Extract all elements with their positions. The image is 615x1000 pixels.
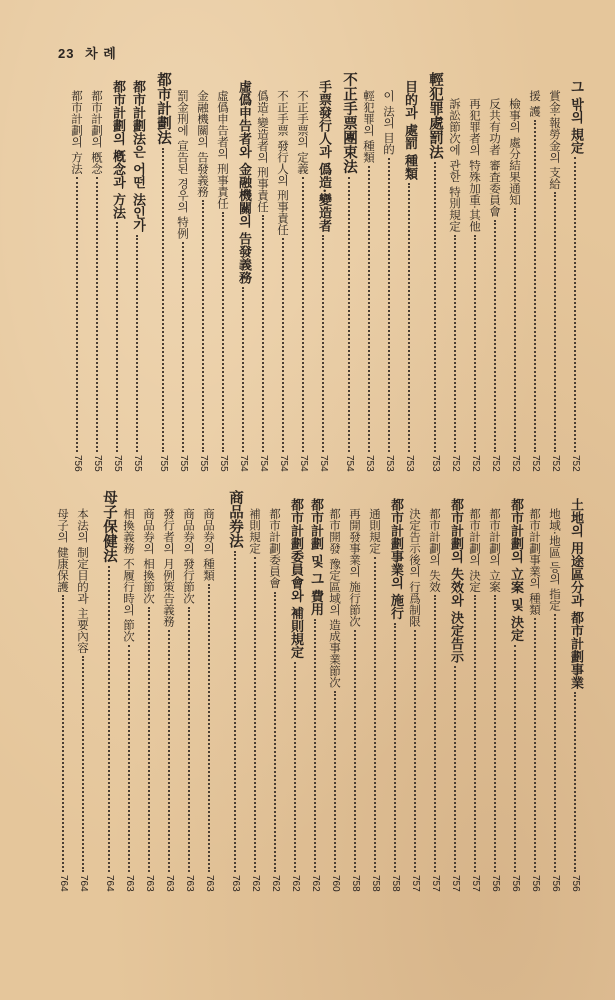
toc-entry-title: 都市計劃의 立案 및 決定 <box>508 498 523 642</box>
toc-entry <box>545 72 565 472</box>
toc-entry-page: 756 <box>530 875 541 892</box>
toc-entry-page: 757 <box>470 875 481 892</box>
toc-entry-page: 752 <box>510 455 521 472</box>
toc-entry <box>285 490 305 892</box>
toc-entry <box>99 490 119 892</box>
toc-entry <box>253 72 273 472</box>
toc-entry-page: 753 <box>384 455 395 472</box>
toc-entry-page: 755 <box>218 455 229 472</box>
toc-entry-title: 地域·地區 등의 指定 <box>548 508 562 611</box>
toc-entry-page: 756 <box>550 875 561 892</box>
toc-entry-page: 762 <box>270 875 281 892</box>
leader-dots <box>208 584 210 873</box>
toc-entry <box>293 72 313 472</box>
toc-entry-title: 土地의 用途區分과 都市計劃事業 <box>568 498 583 690</box>
toc-entry-page: 763 <box>164 875 175 892</box>
toc-entry-page: 752 <box>530 455 541 472</box>
toc-entry-title: 그 밖의 規定 <box>568 80 583 155</box>
toc-entry-page: 763 <box>144 875 155 892</box>
toc-entry-page: 755 <box>198 455 209 472</box>
leader-dots <box>136 235 138 452</box>
toc-entry-title: 都市計劃의 槪念 <box>90 90 104 175</box>
toc-entry-page: 760 <box>330 875 341 892</box>
leader-dots <box>254 557 256 872</box>
toc-entry <box>505 490 525 892</box>
toc-entry-title: 發行者의 月例策告義務 <box>162 508 176 627</box>
toc-entry-page: 753 <box>404 455 415 472</box>
leader-dots <box>274 592 276 873</box>
toc-entry <box>505 72 525 472</box>
toc-entry-title: 不正手票의 定義 <box>296 90 310 175</box>
toc-entry-page: 754 <box>238 455 249 472</box>
toc-entry <box>119 490 139 892</box>
toc-entry <box>465 72 485 472</box>
toc-entry <box>465 490 485 892</box>
toc-entry <box>225 490 245 892</box>
toc-entry-title: 都市計劃委員會 <box>268 508 282 589</box>
toc-entry-page: 752 <box>470 455 481 472</box>
toc-entry-title: 訴訟節次에 관한 特別規定 <box>448 98 462 232</box>
leader-dots <box>302 177 304 452</box>
leader-dots <box>534 120 536 453</box>
toc-entry <box>67 72 87 472</box>
leader-dots <box>574 157 576 452</box>
toc-entry <box>273 72 293 472</box>
toc-entry <box>87 72 107 472</box>
leader-dots <box>234 551 236 872</box>
toc-entry <box>127 72 147 472</box>
toc-entry-title: 再犯罪者의 特殊加重·其他 <box>468 98 482 232</box>
leader-dots <box>162 148 164 453</box>
toc-entry-page: 754 <box>258 455 269 472</box>
leader-dots <box>168 630 170 873</box>
leader-dots <box>454 666 456 872</box>
leader-dots <box>434 162 436 452</box>
toc-entry <box>313 72 333 472</box>
toc-entry-page: 752 <box>570 455 581 472</box>
page-header <box>58 43 117 62</box>
leader-dots <box>574 692 576 872</box>
toc-entry-title: 輕犯罪의 種類 <box>362 90 376 163</box>
leader-dots <box>242 287 244 452</box>
toc-entry-page: 754 <box>344 455 355 472</box>
leader-dots <box>96 177 98 452</box>
leader-dots <box>322 235 324 452</box>
leader-dots <box>354 630 356 873</box>
toc-entry-title: 都市計劃의 槪念과 方法 <box>110 80 125 220</box>
toc-entry-title: 商品券의 種類 <box>202 508 216 581</box>
toc-entry-page: 754 <box>298 455 309 472</box>
toc-entry-title: 都市計劃의 失效 <box>428 508 442 593</box>
toc-entry <box>365 490 385 892</box>
toc-entry-page: 755 <box>178 455 189 472</box>
toc-entry-page: 754 <box>318 455 329 472</box>
toc-entry-title: 都市計劃 및 그 費用 <box>308 498 323 616</box>
toc-entry-page: 762 <box>290 875 301 892</box>
toc-entry <box>445 72 465 472</box>
toc-entry <box>565 72 585 472</box>
leader-dots <box>474 595 476 872</box>
leader-dots <box>108 566 110 873</box>
toc-entry <box>179 490 199 892</box>
toc-entry-page: 755 <box>112 455 123 472</box>
toc-entry <box>485 490 505 892</box>
toc-entry-title: 僞造·變造者의 刑事責任 <box>256 90 270 213</box>
toc-entry-page: 755 <box>158 455 169 472</box>
toc-entry-title: 不正手票團束法 <box>341 72 358 174</box>
page-number: 23 <box>58 46 75 61</box>
leader-dots <box>414 630 416 873</box>
toc-entry-page: 756 <box>490 875 501 892</box>
toc-entry-page: 763 <box>204 875 215 892</box>
toc-entry-page: 754 <box>278 455 289 472</box>
toc-entry-page: 753 <box>430 455 441 472</box>
toc-entry <box>265 490 285 892</box>
toc-entry-title: 不正手票 發行人의 刑事責任 <box>276 90 290 236</box>
leader-dots <box>202 200 204 452</box>
toc-entry-title: 補則規定 <box>248 508 262 554</box>
toc-entry-page: 758 <box>350 875 361 892</box>
leader-dots <box>494 595 496 872</box>
toc-entry-title: 虛僞申告者의 刑事責任 <box>216 90 230 209</box>
toc-entry <box>199 490 219 892</box>
leader-dots <box>148 607 150 873</box>
leader-dots <box>388 158 390 453</box>
toc-entry-title: 都市計劃의 方法 <box>70 90 84 175</box>
toc-entry-page: 758 <box>390 875 401 892</box>
leader-dots <box>474 235 476 453</box>
toc-entry <box>359 72 379 472</box>
toc-entry-page: 757 <box>450 875 461 892</box>
toc-entry-title: 商品券의 發行節次 <box>182 508 196 604</box>
toc-entry <box>379 72 399 472</box>
toc-entry <box>425 490 445 892</box>
toc-entry <box>153 72 173 472</box>
toc-entry-title: 決定告示後의 行爲制限 <box>408 508 422 627</box>
toc-entry-page: 755 <box>132 455 143 472</box>
leader-dots <box>408 183 410 452</box>
toc-entry-page: 753 <box>364 455 375 472</box>
toc-entry-title: 再開發事業의 施行節次 <box>348 508 362 627</box>
toc-entry-page: 752 <box>550 455 561 472</box>
leader-dots <box>348 177 350 453</box>
toc-entry <box>213 72 233 472</box>
toc-entry-title: 金融機關의 告發義務 <box>196 90 210 198</box>
toc-entry-title: 賞金·報勞金의 支給 <box>548 90 562 190</box>
leader-dots <box>116 222 118 452</box>
leader-dots <box>128 645 130 873</box>
toc-entry-page: 752 <box>450 455 461 472</box>
leader-dots <box>554 614 556 872</box>
leader-dots <box>62 595 64 872</box>
toc-entry <box>305 490 325 892</box>
toc-entry-title: 商品券의 相換節次 <box>142 508 156 604</box>
leader-dots <box>82 656 84 872</box>
toc-top-section <box>45 72 585 472</box>
toc-entry-page: 764 <box>58 875 69 892</box>
toc-entry-title: 母子保健法 <box>101 490 118 563</box>
toc-entry <box>525 490 545 892</box>
toc-entry-title: 이 法의 目的 <box>382 90 396 155</box>
toc-entry <box>425 72 445 472</box>
toc-entry-page: 755 <box>92 455 103 472</box>
toc-entry-title: 罰金刑에 宣告된 경우의 特例 <box>176 90 190 239</box>
toc-entry-page: 762 <box>310 875 321 892</box>
leader-dots <box>314 619 316 873</box>
toc-entry <box>405 490 425 892</box>
leader-dots <box>534 618 536 872</box>
toc-entry-title: 援 護 <box>528 90 542 117</box>
toc-entry-page: 758 <box>370 875 381 892</box>
leader-dots <box>76 177 78 452</box>
toc-entry-page: 763 <box>184 875 195 892</box>
leader-dots <box>514 208 516 452</box>
leader-dots <box>554 192 556 452</box>
toc-entry-page: 764 <box>78 875 89 892</box>
toc-entry <box>107 72 127 472</box>
toc-entry-title: 相換義務 不履行時의 節次 <box>122 508 136 642</box>
toc-entry-page: 752 <box>490 455 501 472</box>
toc-entry <box>385 490 405 892</box>
toc-entry-title: 商品券法 <box>227 490 244 548</box>
toc-entry <box>173 72 193 472</box>
toc-entry-page: 757 <box>430 875 441 892</box>
leader-dots <box>222 212 224 453</box>
toc-entry-title: 本法의 制定目的과 主要內容 <box>76 508 90 654</box>
toc-entry-page: 763 <box>230 875 241 892</box>
toc-entry <box>485 72 505 472</box>
toc-entry-title: 都市開發 豫定區域의 造成事業節次 <box>328 508 342 688</box>
toc-entry-title: 母子의 健康保護 <box>56 508 70 593</box>
leader-dots <box>454 235 456 453</box>
toc-entry <box>345 490 365 892</box>
toc-entry <box>233 72 253 472</box>
toc-entry <box>565 490 585 892</box>
leader-dots <box>374 557 376 872</box>
toc-entry-page: 756 <box>570 875 581 892</box>
toc-entry-title: 目的과 處罰 種類 <box>402 80 417 181</box>
toc-entry-page: 763 <box>124 875 135 892</box>
leader-dots <box>514 645 516 873</box>
toc-entry-title: 都市計劃事業의 種類 <box>528 508 542 616</box>
toc-entry <box>245 490 265 892</box>
leader-dots <box>368 166 370 453</box>
toc-entry-title: 反共有功者 審査委員會 <box>488 98 502 217</box>
toc-entry-title: 虛僞申告者와 金融機關의 告發義務 <box>236 80 251 285</box>
toc-entry <box>339 72 359 472</box>
leader-dots <box>182 242 184 452</box>
toc-entry <box>325 490 345 892</box>
toc-bottom-section <box>45 490 585 892</box>
toc-entry-title: 都市計劃의 決定 <box>468 508 482 593</box>
toc-entry-title: 都市計劃의 失效와 決定告示 <box>448 498 463 664</box>
leader-dots <box>282 238 284 452</box>
leader-dots <box>294 662 296 873</box>
leader-dots <box>434 595 436 872</box>
toc-entry-title: 都市計劃委員會와 補則規定 <box>288 498 303 659</box>
toc-entry <box>139 490 159 892</box>
toc-entry-title: 都市計劃法은 어떤 法인가 <box>130 80 145 233</box>
toc-entry-title: 都市計劃의 立案 <box>488 508 502 593</box>
toc-entry <box>73 490 93 892</box>
toc-entry <box>159 490 179 892</box>
toc-entry <box>399 72 419 472</box>
toc-entry <box>525 72 545 472</box>
leader-dots <box>334 691 336 873</box>
toc-entry <box>193 72 213 472</box>
toc-entry-page: 764 <box>104 875 115 892</box>
toc-entry-page: 756 <box>510 875 521 892</box>
toc-entry-page: 756 <box>72 455 83 472</box>
header-label: 차 례 <box>85 46 117 61</box>
toc-entry-title: 都市計劃法 <box>155 72 172 145</box>
leader-dots <box>262 215 264 452</box>
toc-entry-page: 757 <box>410 875 421 892</box>
toc-entry-title: 都市計劃事業의 施行 <box>388 498 403 620</box>
toc-entry-title: 輕犯罪處罰法 <box>427 72 444 159</box>
toc-entry <box>53 490 73 892</box>
leader-dots <box>188 607 190 873</box>
toc-entry-title: 檢事의 處分結果通知 <box>508 98 522 206</box>
toc-entry-page: 762 <box>250 875 261 892</box>
leader-dots <box>494 220 496 453</box>
toc-entry-title: 通則規定 <box>368 508 382 554</box>
toc-entry <box>545 490 565 892</box>
toc-entry <box>445 490 465 892</box>
toc-entry-title: 手票發行人과 僞造·變造者 <box>316 80 331 233</box>
leader-dots <box>394 623 396 873</box>
